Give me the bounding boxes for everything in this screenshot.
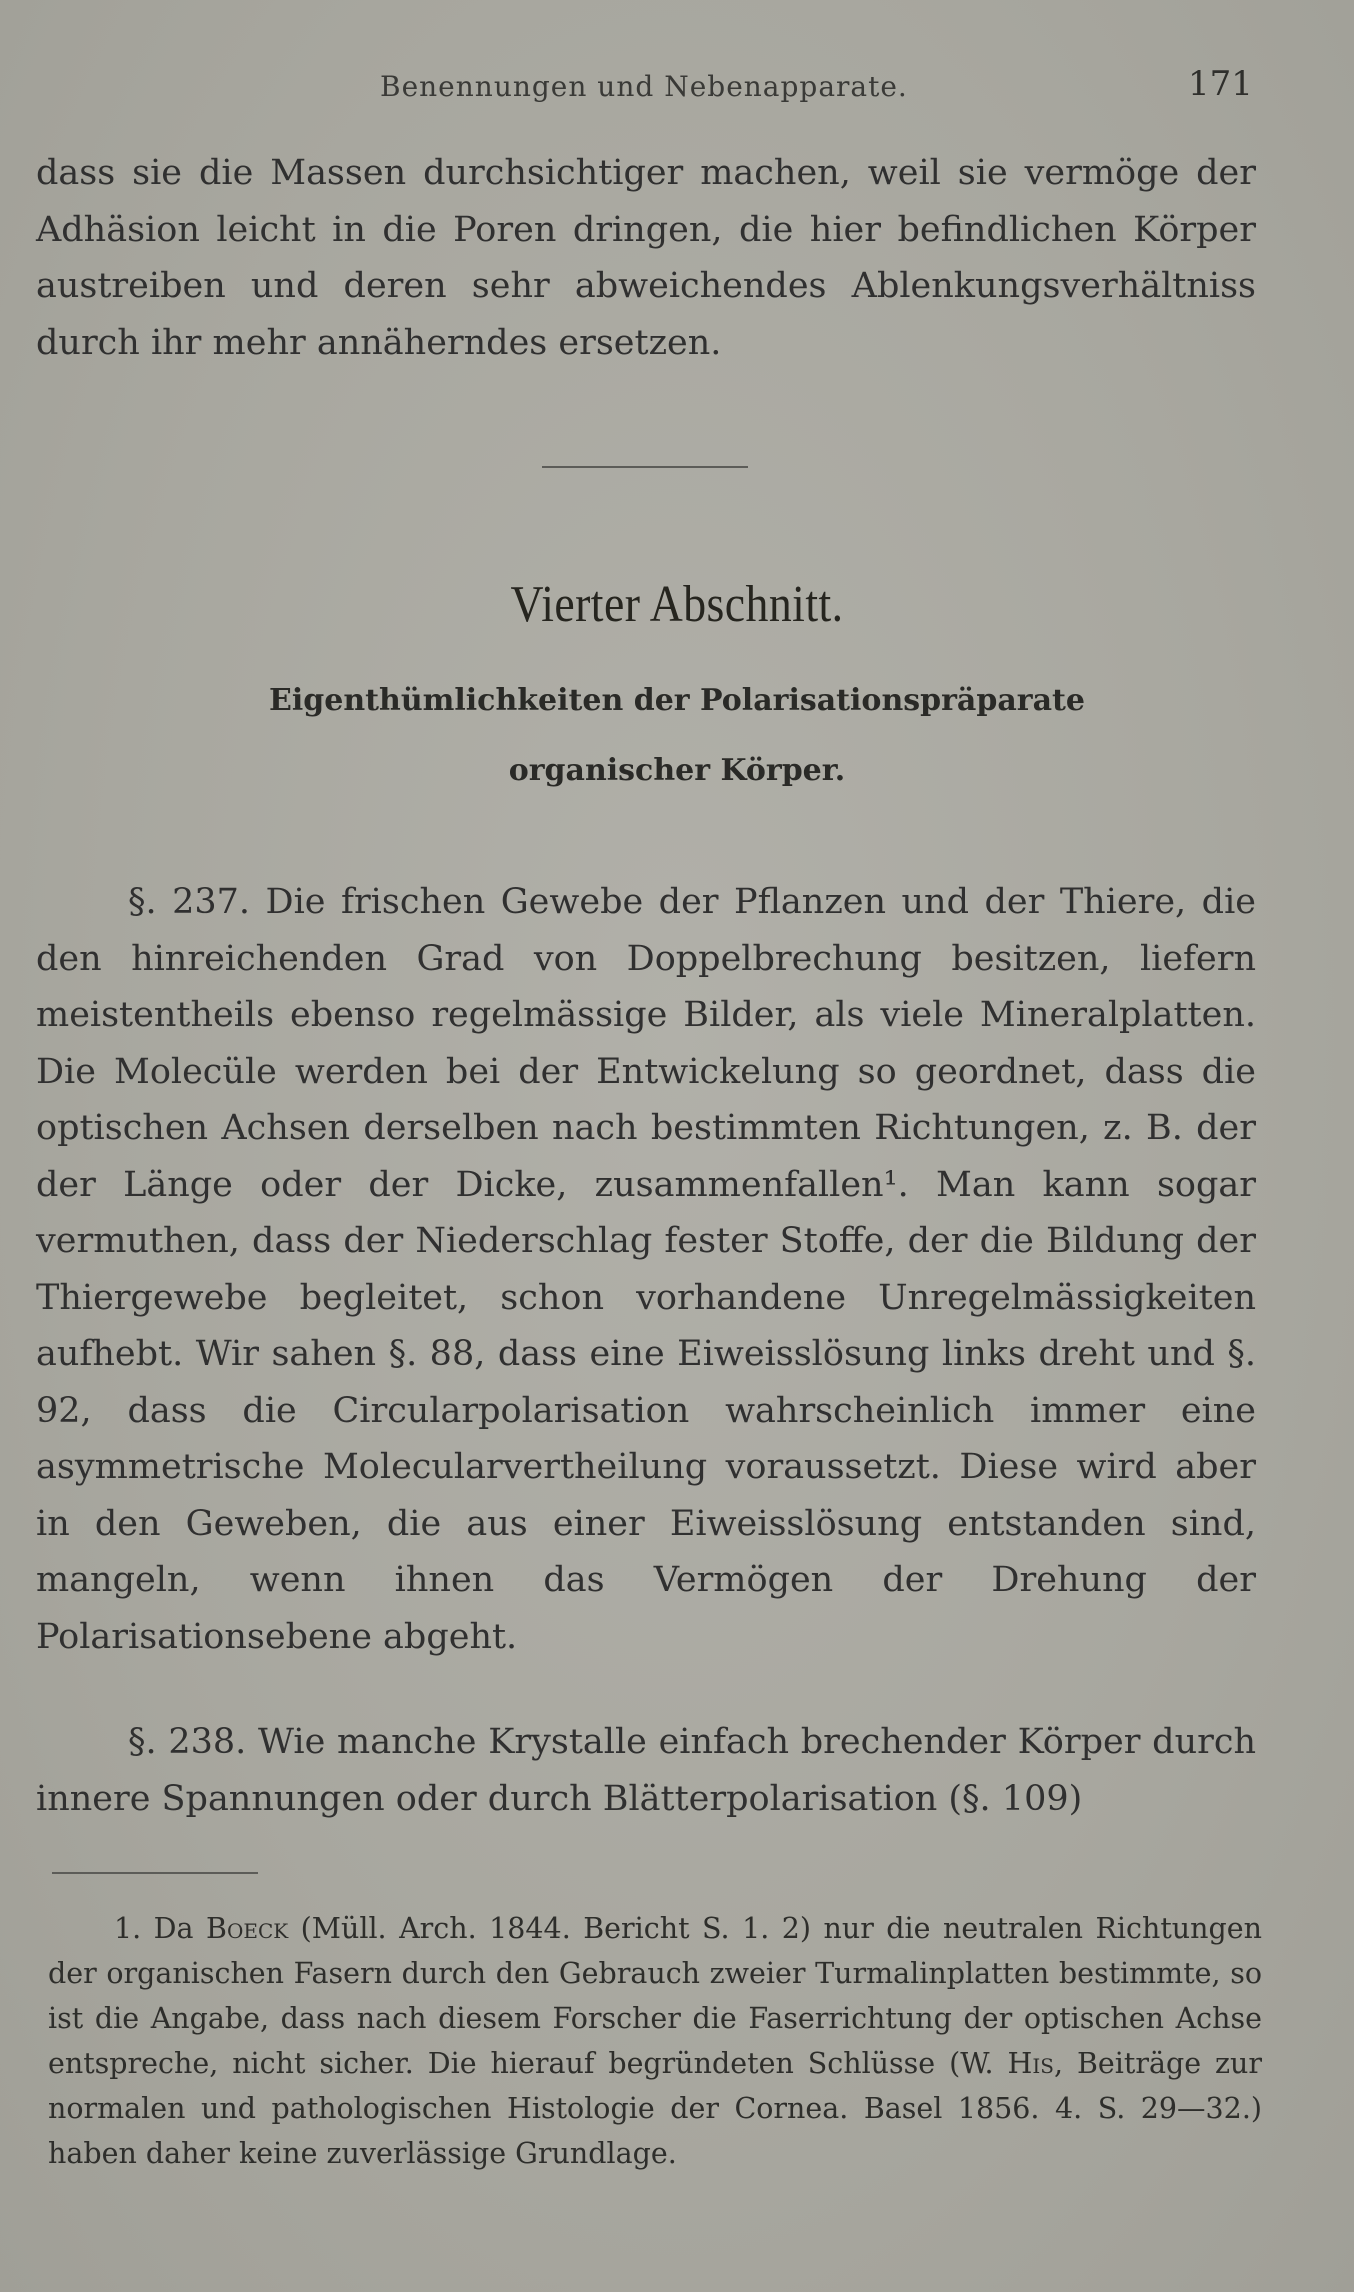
page-header [0,62,1354,112]
paragraph-237: §. 237. Die frischen Gewebe der Pflanzen und der Thiere, die den hinreichenden Grad von Doppelbrechung besitzen, liefern meistentheils ebenso regelmässige Bilder, als viele Mineralplatten. Die Molecüle werden bei der Entwickelung so geordnet, dass die optischen Achsen derselben nach bestimmten Richtungen, z. B. der der Länge oder der Dicke, zusammenfallen¹. Man kann sogar vermuthen, dass der Niederschlag fester Stoffe, der die Bildung der Thiergewebe begleitet, schon vorhandene Unregelmässigkeiten aufhebt. Wir sahen §. 88, dass eine Eiweisslösung links dreht und §. 92, dass die Circularpolarisation wahrscheinlich immer eine asymmetrische Molecularvertheilung voraussetzt. Diese wird aber in den Geweben, die aus einer Eiweisslösung entstanden sind, mangeln, wenn ihnen das Vermögen der Drehung der Polarisationsebene abgeht. [36,882,1256,1657]
section-title: Vierter Abschnitt. [510,576,844,633]
footnote-divider [52,1872,258,1874]
footnote-text-2: (Müll. Arch. 1844. Bericht S. 1. 2) nur die neutralen Richtungen der organischen Fasern durch den Gebrauch zweier Turmalinplatten bestimmte, so ist die Angabe, dass nach diesem Forscher die Faserrichtung der optischen Achse entspreche, nicht sicher. Die hierauf begründeten Schlüsse (W. [48,1912,1262,2080]
section-divider [542,466,748,468]
paragraph-238: §. 238. Wie manche Krystalle einfach brechender Körper durch innere Spannungen oder durch Blätterpolarisation (§. 109) [36,1722,1256,1819]
footnote [48,1906,1262,2176]
intro-paragraph: dass sie die Massen durchsichtiger machen, weil sie vermöge der Adhäsion leicht in die Poren dringen, die hier befindlichen Körper austreiben und deren sehr abweichendes Ablenkungsverhältniss durch ihr mehr annäherndes ersetzen. [36,153,1256,363]
footnote-text-3: , Beiträge zur normalen und pathologischen Histologie der Cornea. Basel 1856. 4. S. 29—32.) haben daher keine zuverlässige Grundlage. [48,2047,1263,2170]
footnote-text-1: 1. Da [114,1912,206,1945]
footnote-author-boeck: Boeck [206,1912,289,1945]
page-number: 171 [1188,64,1253,104]
running-title: Benennungen und Nebenapparate. [380,70,908,103]
section-subtitle-line1: Eigenthümlichkeiten der Polarisationspräparate [269,683,1085,718]
footnote-author-his: His [1007,2047,1054,2080]
section-subtitle-line2: organischer Körper. [508,753,846,788]
